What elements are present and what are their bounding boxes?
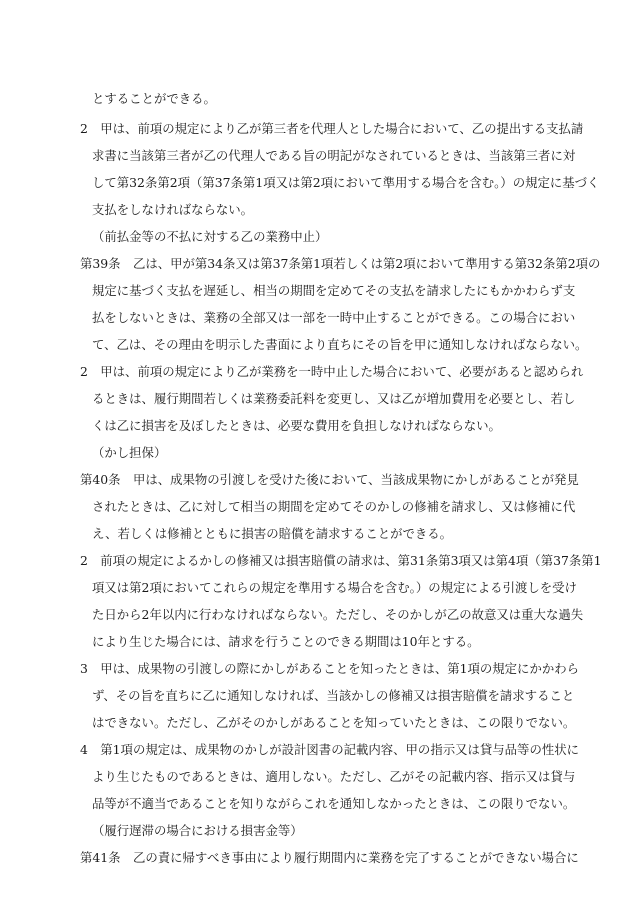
text-line: え、若しくは修補とともに損害の賠償を請求することができる。 bbox=[92, 526, 453, 541]
section-heading: （履行遅滞の場合における損害金等） bbox=[92, 823, 303, 838]
text-line: 規定に基づく支払を遅延し、相当の期間を定めてその支払を請求したにもかかわらず支 bbox=[92, 283, 576, 298]
article-39-line: 第39条 乙は、甲が第34条又は第37条第1項若しくは第2項において準用する第32条第2項の bbox=[80, 256, 601, 271]
text-line: 項又は第2項においてこれらの規定を準用する場合を含む。）の規定による引渡しを受け bbox=[92, 580, 577, 595]
text-line: 払をしないときは、業務の全部又は一部を一時中止することができる。この場合におい bbox=[92, 310, 576, 325]
text-line: とすることができる。 bbox=[92, 91, 216, 106]
paragraph-2-line: 2 前項の規定によるかしの修補又は損害賠償の請求は、第31条第3項又は第4項（第37条第1 bbox=[80, 553, 602, 568]
text-line: 求書に当該第三者が乙の代理人である旨の明記がなされているときは、当該第三者に対 bbox=[92, 148, 576, 163]
article-40-line: 第40条 甲は、成果物の引渡しを受けた後において、当該成果物にかしがあることが発見 bbox=[80, 472, 579, 487]
text-line: して第32条第2項（第37条第1項又は第2項において準用する場合を含む。）の規定に基づく bbox=[92, 175, 600, 190]
article-41-line: 第41条 乙の責に帰すべき事由により履行期間内に業務を完了することができない場合に bbox=[80, 850, 579, 865]
section-heading: （前払金等の不払に対する乙の業務中止） bbox=[92, 229, 328, 244]
text-line: た日から2年以内に行わなければならない。ただし、そのかしが乙の故意又は重大な過失 bbox=[92, 607, 584, 622]
text-line: されたときは、乙に対して相当の期間を定めてそのかしの修補を請求し、又は修補に代 bbox=[92, 499, 576, 514]
text-line: ず、その旨を直ちに乙に通知しなければ、当該かしの修補又は損害賠償を請求すること bbox=[92, 688, 575, 703]
section-heading: （かし担保） bbox=[92, 445, 167, 460]
text-line: くは乙に損害を及ぼしたときは、必要な費用を負担しなければならない。 bbox=[92, 418, 501, 433]
paragraph-4-line: 4 第1項の規定は、成果物のかしが設計図書の記載内容、甲の指示又は貸与品等の性状に bbox=[80, 742, 580, 757]
text-line: 品等が不適当であることを知りながらこれを通知しなかったときは、この限りでない。 bbox=[92, 796, 576, 811]
text-line: はできない。ただし、乙がそのかしがあることを知っていたときは、この限りでない。 bbox=[92, 715, 576, 730]
paragraph-2-line: 2 甲は、前項の規定により乙が第三者を代理人とした場合において、乙の提出する支払請 bbox=[80, 121, 584, 136]
text-line: 支払をしなければならない。 bbox=[92, 202, 254, 217]
text-line: て、乙は、その理由を明示した書面により直ちにその旨を甲に通知しなければならない。 bbox=[92, 337, 588, 352]
text-line: により生じた場合には、請求を行うことのできる期間は10年とする。 bbox=[92, 634, 480, 649]
text-line: るときは、履行期間若しくは業務委託料を変更し、又は乙が増加費用を必要とし、若し bbox=[92, 391, 576, 406]
paragraph-2-line: 2 甲は、前項の規定により乙が業務を一時中止した場合において、必要があると認められ bbox=[80, 364, 584, 379]
text-line: より生じたものであるときは、適用しない。ただし、乙がその記載内容、指示又は貸与 bbox=[92, 769, 576, 784]
paragraph-3-line: 3 甲は、成果物の引渡しの際にかしがあることを知ったときは、第1項の規定にかかわら bbox=[80, 661, 580, 676]
